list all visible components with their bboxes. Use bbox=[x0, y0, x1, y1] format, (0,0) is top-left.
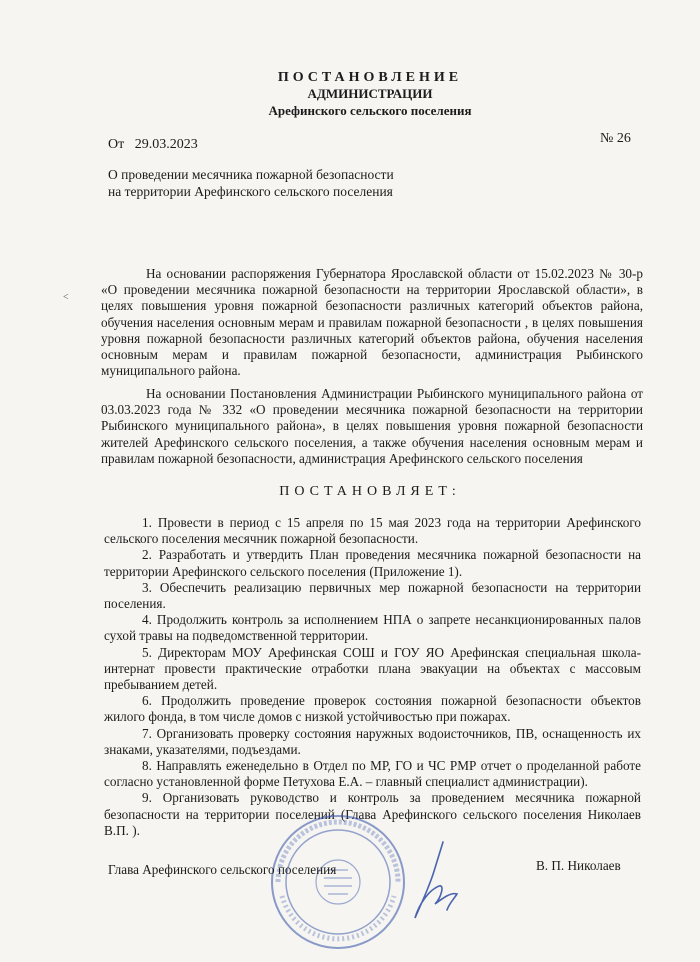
decree-item: 2. Разработать и утвердить План проведения месячника пожарной безопасности на территории Арефинского сельского поселения (Приложение 1). bbox=[104, 547, 641, 579]
scan-mark: ˂ bbox=[63, 292, 69, 303]
settlement-heading: Арефинского сельского поселения bbox=[268, 103, 472, 118]
authority-heading: АДМИНИСТРАЦИИ bbox=[307, 86, 433, 101]
decree-items bbox=[104, 515, 641, 839]
preamble-paragraph-1: На основании распоряжения Губернатора Ярославской области от 15.02.2023 № 30-р «О проведении месячника пожарной безопасности на территории Ярославской области», в целях повышения уровня пожарной безопасности различных категорий объектов района, обучения населения основным мерам и правилам пожарной безопасности , в целях повышения уровня пожарной безопасности различных категорий объектов района, обучения населения основным мерам и правилам пожарной безопасности, администрация Рыбинского муниципального района. bbox=[101, 266, 643, 379]
document-number: № 26 bbox=[600, 131, 631, 146]
official-stamp bbox=[268, 812, 408, 952]
signatory-position: Глава Арефинского сельского поселения bbox=[108, 862, 337, 877]
document-subject: О проведении месячника пожарной безопасности на территории Арефинского сельского поселения bbox=[108, 167, 394, 199]
document-date: От 29.03.2023 bbox=[108, 137, 198, 152]
decree-item: 8. Направлять еженедельно в Отдел по МР, ГО и ЧС РМР отчет о проделанной работе согласно установленной форме Петухова Е.А. – главный специалист администрации). bbox=[104, 758, 641, 790]
decree-item: 3. Обеспечить реализацию первичных мер пожарной безопасности на территории поселения. bbox=[104, 579, 641, 612]
preamble-paragraph-2: На основании Постановления Администрации Рыбинского муниципального района от 03.03.2023 года № 332 «О проведении месячника пожарной безопасности на территории Рыбинского муниципального района», в целях повышения уровня пожарной безопасности жителей Арефинского сельского поселения, а также обучения населения основным мерам и правилам пожарной безопасности, администрация Арефинского сельского поселения bbox=[101, 386, 643, 466]
doc-type-heading: ПОСТАНОВЛЕНИЕ bbox=[277, 70, 463, 85]
handwritten-signature bbox=[395, 838, 485, 928]
decree-item: 6. Продолжить проведение проверок состояния пожарной безопасности объектов жилого фонда, в том числе домов с низкой устойчивостью при пожарах. bbox=[104, 693, 641, 725]
decree-item: 4. Продолжить контроль за исполнением НПА о запрете несанкционированных палов сухой травы на подведомственной территории. bbox=[104, 612, 641, 644]
decree-item: 1. Провести в период с 15 апреля по 15 мая 2023 года на территории Арефинского сельского поселения месячник пожарной безопасности. bbox=[104, 515, 641, 547]
decree-item: 7. Организовать проверку состояния наружных водоисточников, ПВ, оснащенность их знаками, указателями, подъездами. bbox=[104, 725, 641, 757]
signatory-name: В. П. Николаев bbox=[536, 858, 621, 873]
decree-item: 9. Организовать руководство и контроль за проведением месячника пожарной безопасности на территории поселений (Глава Арефинского сельского поселения Николаев В.П. ). bbox=[104, 790, 641, 838]
decree-heading: ПОСТАНОВЛЯЕТ: bbox=[279, 484, 461, 499]
decree-item: 5. Директорам МОУ Арефинская СОШ и ГОУ ЯО Арефинская специальная школа-интернат провести практические отработки плана эвакуации на объектах с массовым пребыванием детей. bbox=[104, 644, 641, 693]
